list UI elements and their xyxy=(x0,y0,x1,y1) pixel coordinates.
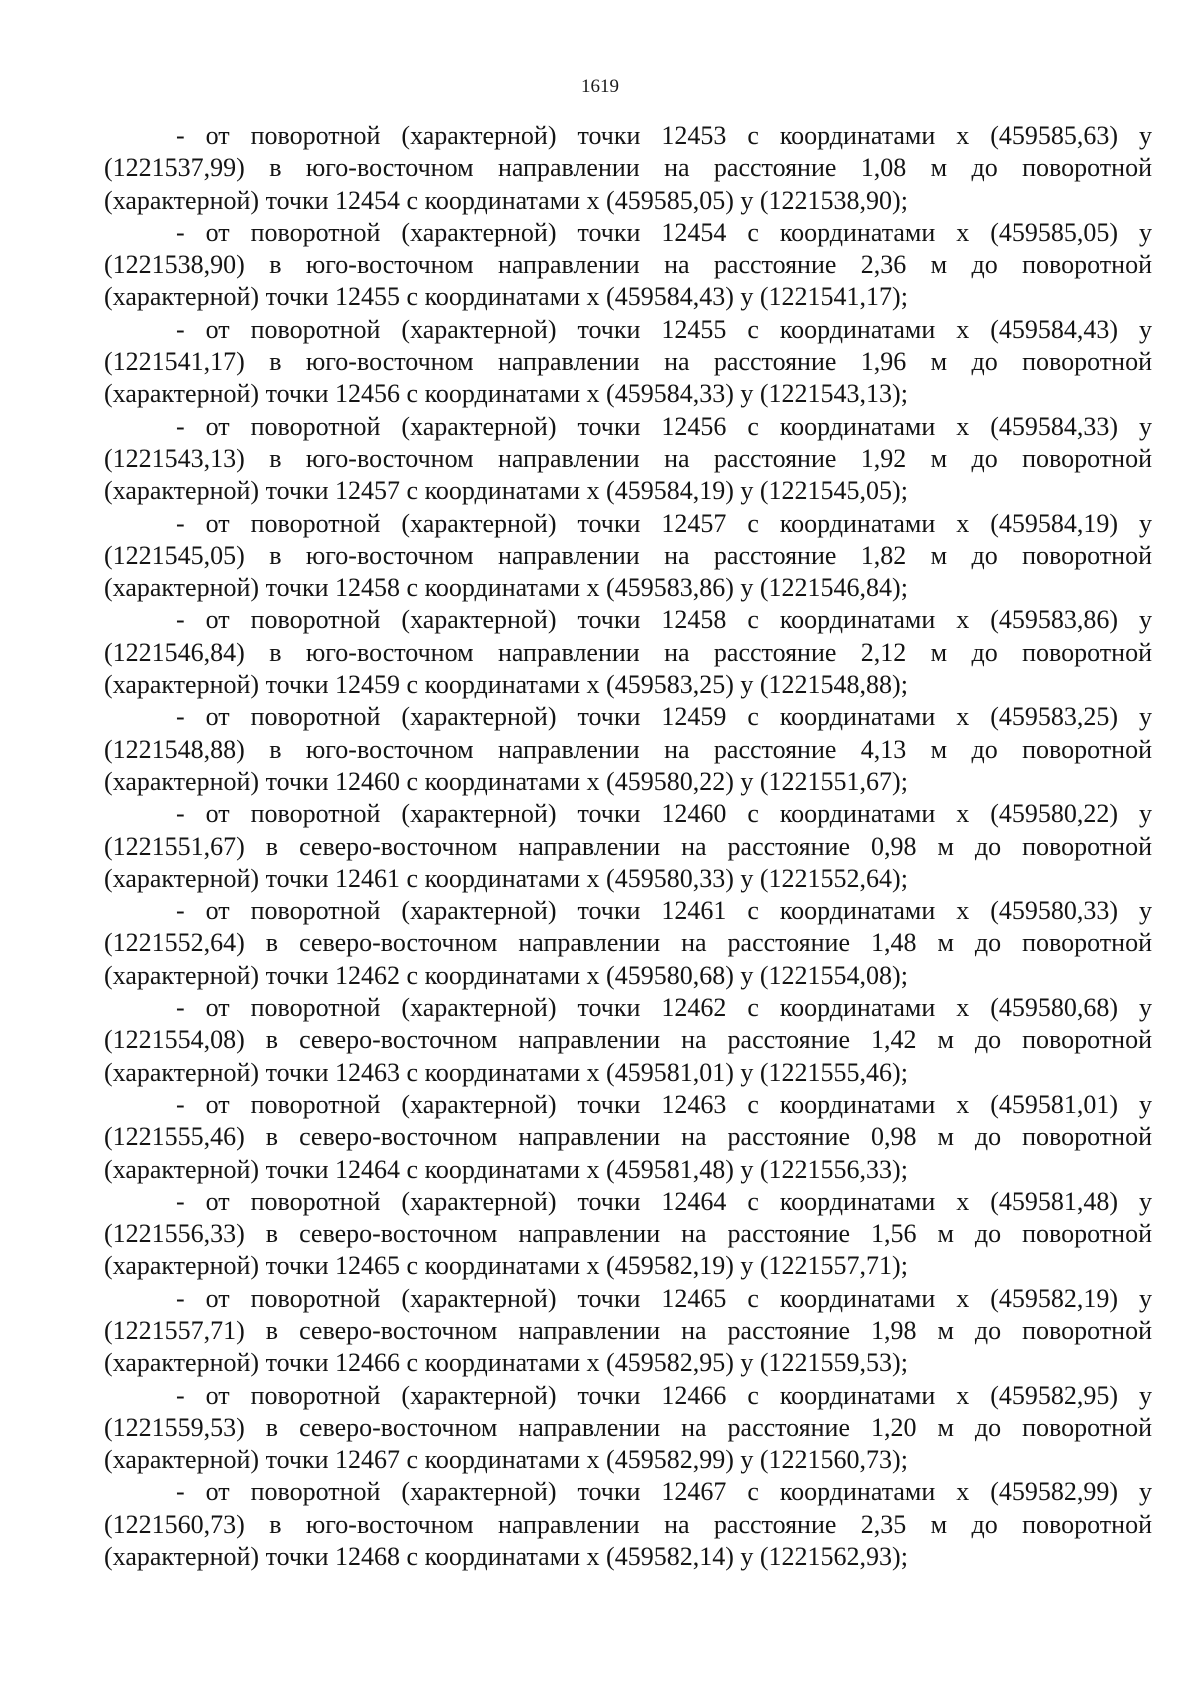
boundary-description xyxy=(104,120,1152,1573)
boundary-entry: - от поворотной (характерной) точки 12460 с координатами х (459580,22) у (1221551,67) в северо-восточном направлении на расстояние 0,98 м до поворотной (характерной) точки 12461 с координатами х (459580,33) у (1221552,64); xyxy=(104,799,1152,893)
boundary-entry: - от поворотной (характерной) точки 12457 с координатами х (459584,19) у (1221545,05) в юго-восточном направлении на расстояние 1,82 м до поворотной (характерной) точки 12458 с координатами х (459583,86) у (1221546,84); xyxy=(104,508,1152,603)
boundary-entry: - от поворотной (характерной) точки 12454 с координатами х (459585,05) у (1221538,90) в юго-восточном направлении на расстояние 2,36 м до поворотной (характерной) точки 12455 с координатами х (459584,43) у (1221541,17); xyxy=(104,217,1152,312)
boundary-entry: - от поворотной (характерной) точки 12459 с координатами х (459583,25) у (1221548,88) в юго-восточном направлении на расстояние 4,13 м до поворотной (характерной) точки 12460 с координатами х (459580,22) у (1221551,67); xyxy=(104,702,1152,796)
page-number: 1619 xyxy=(581,76,619,97)
boundary-entry: - от поворотной (характерной) точки 12453 с координатами х (459585,63) у (1221537,99) в юго-восточном направлении на расстояние 1,08 м до поворотной (характерной) точки 12454 с координатами х (459585,05) у (1221538,90); xyxy=(104,121,1152,215)
boundary-entry: - от поворотной (характерной) точки 12455 с координатами х (459584,43) у (1221541,17) в юго-восточном направлении на расстояние 1,96 м до поворотной (характерной) точки 12456 с координатами х (459584,33) у (1221543,13); xyxy=(104,314,1152,409)
boundary-entry: - от поворотной (характерной) точки 12456 с координатами х (459584,33) у (1221543,13) в юго-восточном направлении на расстояние 1,92 м до поворотной (характерной) точки 12457 с координатами х (459584,19) у (1221545,05); xyxy=(104,411,1152,506)
boundary-entry: - от поворотной (характерной) точки 12467 с координатами х (459582,99) у (1221560,73) в юго-восточном направлении на расстояние 2,35 м до поворотной (характерной) точки 12468 с координатами х (459582,14) у (1221562,93); xyxy=(104,1477,1152,1572)
boundary-entry: - от поворотной (характерной) точки 12466 с координатами х (459582,95) у (1221559,53) в северо-восточном направлении на расстояние 1,20 м до поворотной (характерной) точки 12467 с координатами х (459582,99) у (1221560,73); xyxy=(104,1380,1152,1475)
boundary-entry: - от поворотной (характерной) точки 12462 с координатами х (459580,68) у (1221554,08) в северо-восточном направлении на расстояние 1,42 м до поворотной (характерной) точки 12463 с координатами х (459581,01) у (1221555,46); xyxy=(104,993,1152,1087)
boundary-entry: - от поворотной (характерной) точки 12458 с координатами х (459583,86) у (1221546,84) в юго-восточном направлении на расстояние 2,12 м до поворотной (характерной) точки 12459 с координатами х (459583,25) у (1221548,88); xyxy=(104,605,1152,700)
boundary-entry: - от поворотной (характерной) точки 12463 с координатами х (459581,01) у (1221555,46) в северо-восточном направлении на расстояние 0,98 м до поворотной (характерной) точки 12464 с координатами х (459581,48) у (1221556,33); xyxy=(104,1089,1152,1184)
boundary-entry: - от поворотной (характерной) точки 12464 с координатами х (459581,48) у (1221556,33) в северо-восточном направлении на расстояние 1,56 м до поворотной (характерной) точки 12465 с координатами х (459582,19) у (1221557,71); xyxy=(104,1186,1152,1281)
boundary-entry: - от поворотной (характерной) точки 12465 с координатами х (459582,19) у (1221557,71) в северо-восточном направлении на расстояние 1,98 м до поворотной (характерной) точки 12466 с координатами х (459582,95) у (1221559,53); xyxy=(104,1283,1152,1378)
boundary-entry: - от поворотной (характерной) точки 12461 с координатами х (459580,33) у (1221552,64) в северо-восточном направлении на расстояние 1,48 м до поворотной (характерной) точки 12462 с координатами х (459580,68) у (1221554,08); xyxy=(104,896,1152,990)
